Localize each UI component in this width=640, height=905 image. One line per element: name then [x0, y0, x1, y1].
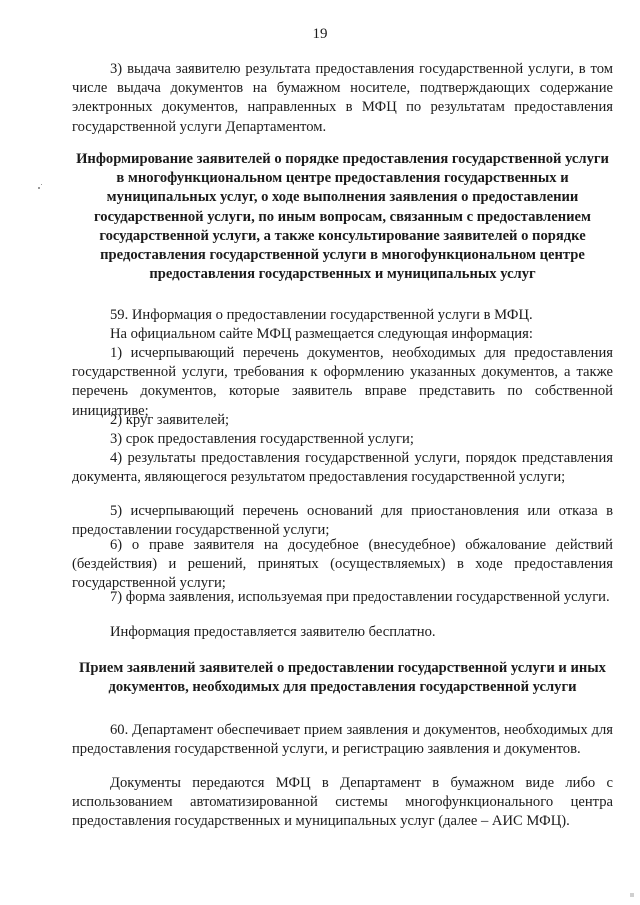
paragraph-result-issuance: 3) выдача заявителю результата предоставления государственной услуги, в том числе выдача документов на бумажном носителе, подтверждающих содержание электронных документов, направленных в МФЦ по результатам предоставления государственной услуги Департаментом.: [72, 61, 613, 135]
list-item-7: 7) форма заявления, используемая при предоставлении государственной услуги.: [110, 589, 610, 605]
section-heading-informing: Информирование заявителей о порядке предоставления государственной услуги в многофункциональном центре предоставления государственных и муниципальных услуг, о ходе выполнения заявления о предоставлении государственной услуги, по иным вопросам, связанным с предоставлением государственной услуги, а также консультирование заявителей о порядке предоставления государственной услуги в многофункциональном центре предоставления государственных и муниципальных услуг: [76, 151, 609, 283]
paragraph-60-transfer: Документы передаются МФЦ в Департамент в бумажном виде либо с использованием автоматизированной системы многофункционального центра предоставления государственных и муниципальных услуг (далее – АИС МФЦ).: [72, 775, 613, 830]
list-item-6: 6) о праве заявителя на досудебное (внесудебное) обжалование действий (бездействия) и решений, принятых (осуществляемых) в ходе предоставления государственной услуги;: [72, 537, 613, 592]
paragraph-59-website: На официальном сайте МФЦ размещается следующая информация:: [110, 326, 533, 342]
list-item-2: 2) круг заявителей;: [110, 412, 230, 428]
paragraph-60: 60. Департамент обеспечивает прием заявления и документов, необходимых для предоставления государственной услуги, и регистрацию заявления и документов.: [72, 722, 613, 758]
paragraph-free-info: Информация предоставляется заявителю бесплатно.: [110, 624, 436, 640]
scan-speck: [41, 184, 42, 185]
page-number: 19: [312, 26, 328, 42]
scan-speck: [38, 187, 40, 189]
list-item-1: 1) исчерпывающий перечень документов, необходимых для предоставления государственной услуги, требования к оформлению указанных документов, а также перечень документов, которые заявитель вправе представить по собственной инициативе;: [72, 345, 613, 419]
scan-speck: [630, 893, 634, 897]
paragraph-59: 59. Информация о предоставлении государственной услуги в МФЦ.: [110, 307, 533, 323]
list-item-3: 3) срок предоставления государственной услуги;: [110, 431, 414, 447]
list-item-5: 5) исчерпывающий перечень оснований для приостановления или отказа в предоставлении государственной услуги;: [72, 503, 613, 539]
section-heading-reception: Прием заявлений заявителей о предоставлении государственной услуги и иных документов, необходимых для предоставления государственной услуги: [79, 660, 606, 696]
list-item-4: 4) результаты предоставления государственной услуги, порядок представления документа, являющегося результатом предоставления государственной услуги;: [72, 450, 613, 486]
